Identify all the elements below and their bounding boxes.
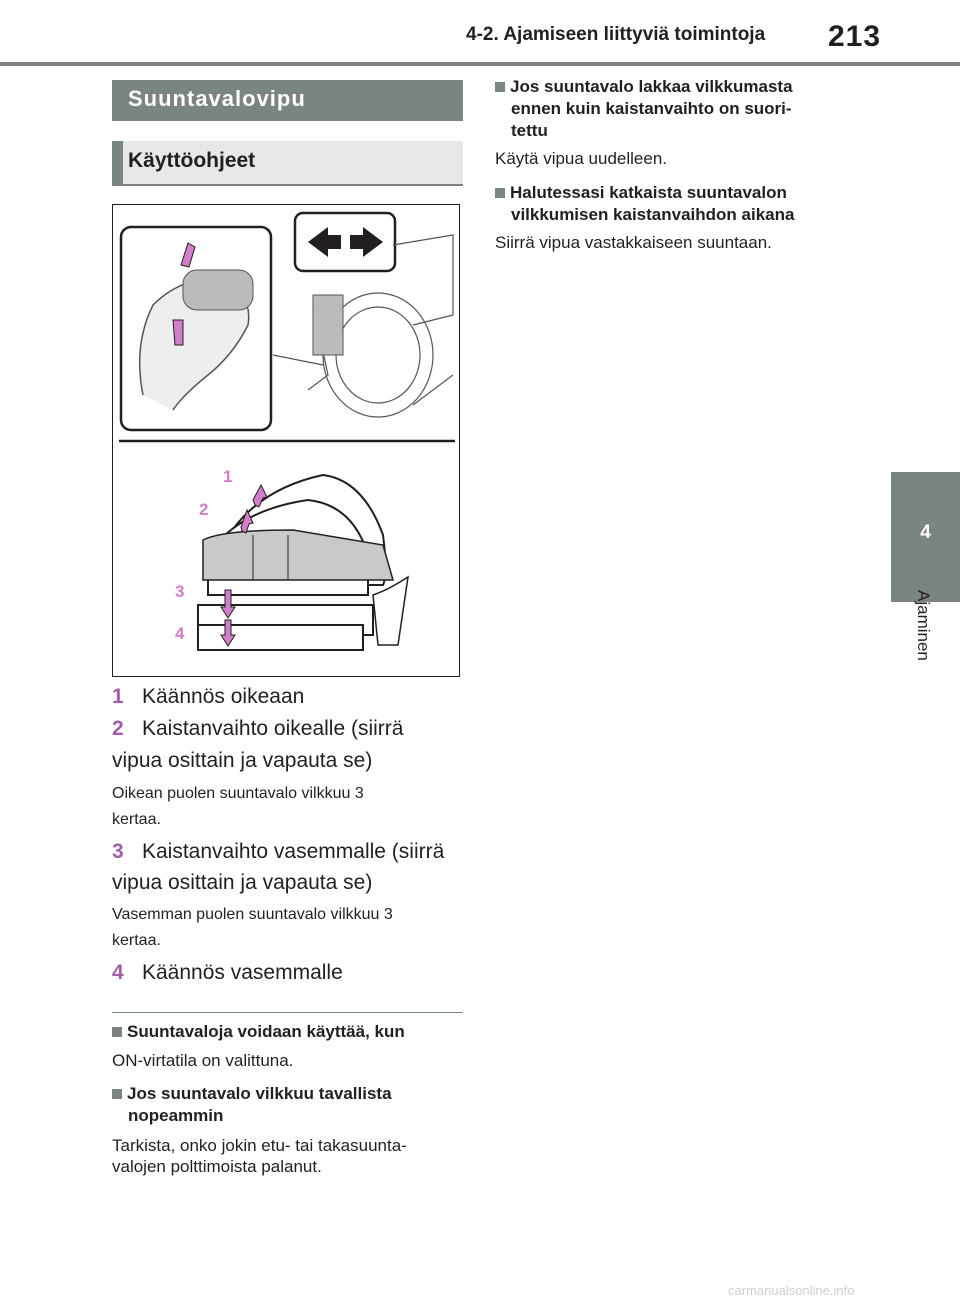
- note-heading: Halutessasi katkaista suuntavalon: [495, 182, 787, 203]
- callout-3: 3: [175, 582, 185, 601]
- step-text: Käännös vasemmalle: [142, 961, 343, 984]
- step-3: [112, 836, 444, 868]
- lever-stalk: [183, 270, 253, 310]
- square-bullet-icon: [112, 1027, 122, 1037]
- step-note-cont: kertaa.: [112, 932, 161, 949]
- note-body: Siirrä vipua vastakkaiseen suuntaan.: [495, 233, 772, 252]
- note-heading-cont: tettu: [511, 121, 548, 140]
- section-title-text: Suuntavalovipu: [128, 86, 306, 111]
- note-body: Tarkista, onko jokin etu- tai takasuunta-: [112, 1136, 407, 1155]
- notes-divider: [112, 1012, 463, 1013]
- step-2-cont: vipua osittain ja vapauta se): [112, 749, 373, 772]
- watermark: carmanualsonline.info: [728, 1283, 855, 1298]
- header-rule: [0, 62, 960, 66]
- step-note: Vasemman puolen suuntavalo vilkkuu 3: [112, 906, 393, 923]
- square-bullet-icon: [112, 1089, 122, 1099]
- note-heading-cont: ennen kuin kaistanvaihto on suori-: [511, 99, 792, 118]
- note-heading-cont: nopeammin: [128, 1106, 224, 1125]
- square-bullet-icon: [495, 188, 505, 198]
- subsection-title-text: Käyttöohjeet: [128, 149, 256, 172]
- callout-2: 2: [199, 500, 209, 519]
- note-heading: Jos suuntavalo lakkaa vilkkumasta: [495, 76, 793, 97]
- callout-4: 4: [175, 624, 185, 643]
- step-number: 1: [112, 685, 124, 708]
- step-text: Käännös oikeaan: [142, 685, 305, 708]
- square-bullet-icon: [495, 82, 505, 92]
- section-title: [112, 80, 463, 121]
- lever-callout: [313, 295, 343, 355]
- step-note: Oikean puolen suuntavalo vilkkuu 3: [112, 785, 364, 802]
- note-heading: Suuntavaloja voidaan käyttää, kun: [112, 1021, 405, 1042]
- note-body: Käytä vipua uudelleen.: [495, 149, 668, 168]
- running-header: 4-2. Ajamiseen liittyviä toimintoja: [466, 24, 766, 45]
- step-text: Kaistanvaihto vasemmalle (siirrä: [142, 840, 445, 863]
- note-body: ON-virtatila on valittuna.: [112, 1051, 294, 1070]
- lever-illustration: [113, 205, 458, 675]
- chapter-label: Ajaminen: [914, 590, 933, 661]
- subsection-title: [112, 141, 463, 186]
- step-number: 3: [112, 840, 124, 863]
- page-number: 213: [828, 20, 882, 53]
- step-4: [112, 957, 343, 989]
- step-2: [112, 713, 403, 745]
- note-heading-cont: vilkkumisen kaistanvaihdon aikana: [511, 205, 795, 224]
- steering-column: [373, 577, 408, 645]
- chapter-number: 4: [920, 522, 931, 543]
- arrow-down-icon: [173, 320, 183, 345]
- step-number: 4: [112, 961, 124, 984]
- note-heading: Jos suuntavalo vilkkuu tavallista: [112, 1083, 392, 1104]
- step-number: 2: [112, 717, 124, 740]
- step-text: Kaistanvaihto oikealle (siirrä: [142, 717, 404, 740]
- callout-1: 1: [223, 467, 233, 486]
- step-note-cont: kertaa.: [112, 811, 161, 828]
- step-3-cont: vipua osittain ja vapauta se): [112, 871, 373, 894]
- note-body-cont: valojen polttimoista palanut.: [112, 1157, 322, 1176]
- step-1: [112, 681, 304, 713]
- turn-signal-figure: [112, 204, 460, 677]
- subsection-bar: [112, 141, 123, 186]
